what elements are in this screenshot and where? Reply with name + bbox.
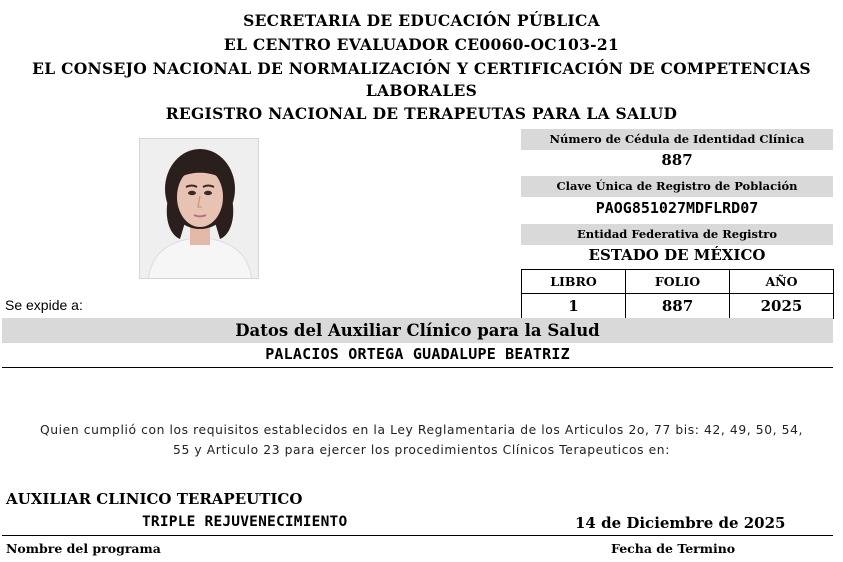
program-title: AUXILIAR CLINICO TERAPEUTICO <box>6 490 303 508</box>
registry-value-row <box>522 294 834 319</box>
anio-header: AÑO <box>730 270 834 294</box>
header-council: EL CONSEJO NACIONAL DE NORMALIZACIÓN Y CERTIFICACIÓN DE COMPETENCIAS <box>32 59 811 78</box>
anio-value: 2025 <box>730 294 834 319</box>
folio-header: FOLIO <box>626 270 730 294</box>
data-section-title: Datos del Auxiliar Clínico para la Salud <box>2 318 833 343</box>
end-date-label: Fecha de Termino <box>611 541 736 556</box>
program-name-label: Nombre del programa <box>6 541 161 556</box>
entidad-value: ESTADO DE MÉXICO <box>588 246 766 264</box>
program-underline <box>2 535 833 536</box>
cedula-value: 887 <box>661 151 693 169</box>
header-sep: SECRETARIA DE EDUCACIÓN PÚBLICA <box>243 11 600 30</box>
program-name: TRIPLE REJUVENECIMIENTO <box>142 514 348 530</box>
curp-value: PAOG851027MDFLRD07 <box>595 199 759 217</box>
libro-value: 1 <box>522 294 626 319</box>
holder-name: PALACIOS ORTEGA GUADALUPE BEATRIZ <box>265 345 570 363</box>
registry-header-row <box>522 270 834 294</box>
curp-label: Clave Única de Registro de Población <box>521 176 833 197</box>
portrait-photo <box>139 138 259 279</box>
libro-header: LIBRO <box>522 270 626 294</box>
issued-to-label: Se expide a: <box>5 297 83 313</box>
portrait-icon <box>140 139 259 279</box>
statement-line-2: 55 y Articulo 23 para ejercer los procedimientos Clínicos Terapeuticos en: <box>173 443 670 457</box>
name-underline <box>2 367 833 368</box>
end-date: 14 de Diciembre de 2025 <box>575 514 786 532</box>
statement-line-1: Quien cumplió con los requisitos establecidos en la Ley Reglamentaria de los Articulos 2o, 77 bis: 42, 49, 50, 54, <box>39 423 804 437</box>
entidad-label: Entidad Federativa de Registro <box>521 224 833 245</box>
folio-value: 887 <box>626 294 730 319</box>
header-registry: REGISTRO NACIONAL DE TERAPEUTAS PARA LA SALUD <box>165 104 678 123</box>
cedula-label: Número de Cédula de Identidad Clínica <box>521 129 833 150</box>
header-council-cont: LABORALES <box>365 81 478 100</box>
registry-table <box>521 269 834 319</box>
header-evaluator: EL CENTRO EVALUADOR CE0060-OC103-21 <box>223 35 620 54</box>
